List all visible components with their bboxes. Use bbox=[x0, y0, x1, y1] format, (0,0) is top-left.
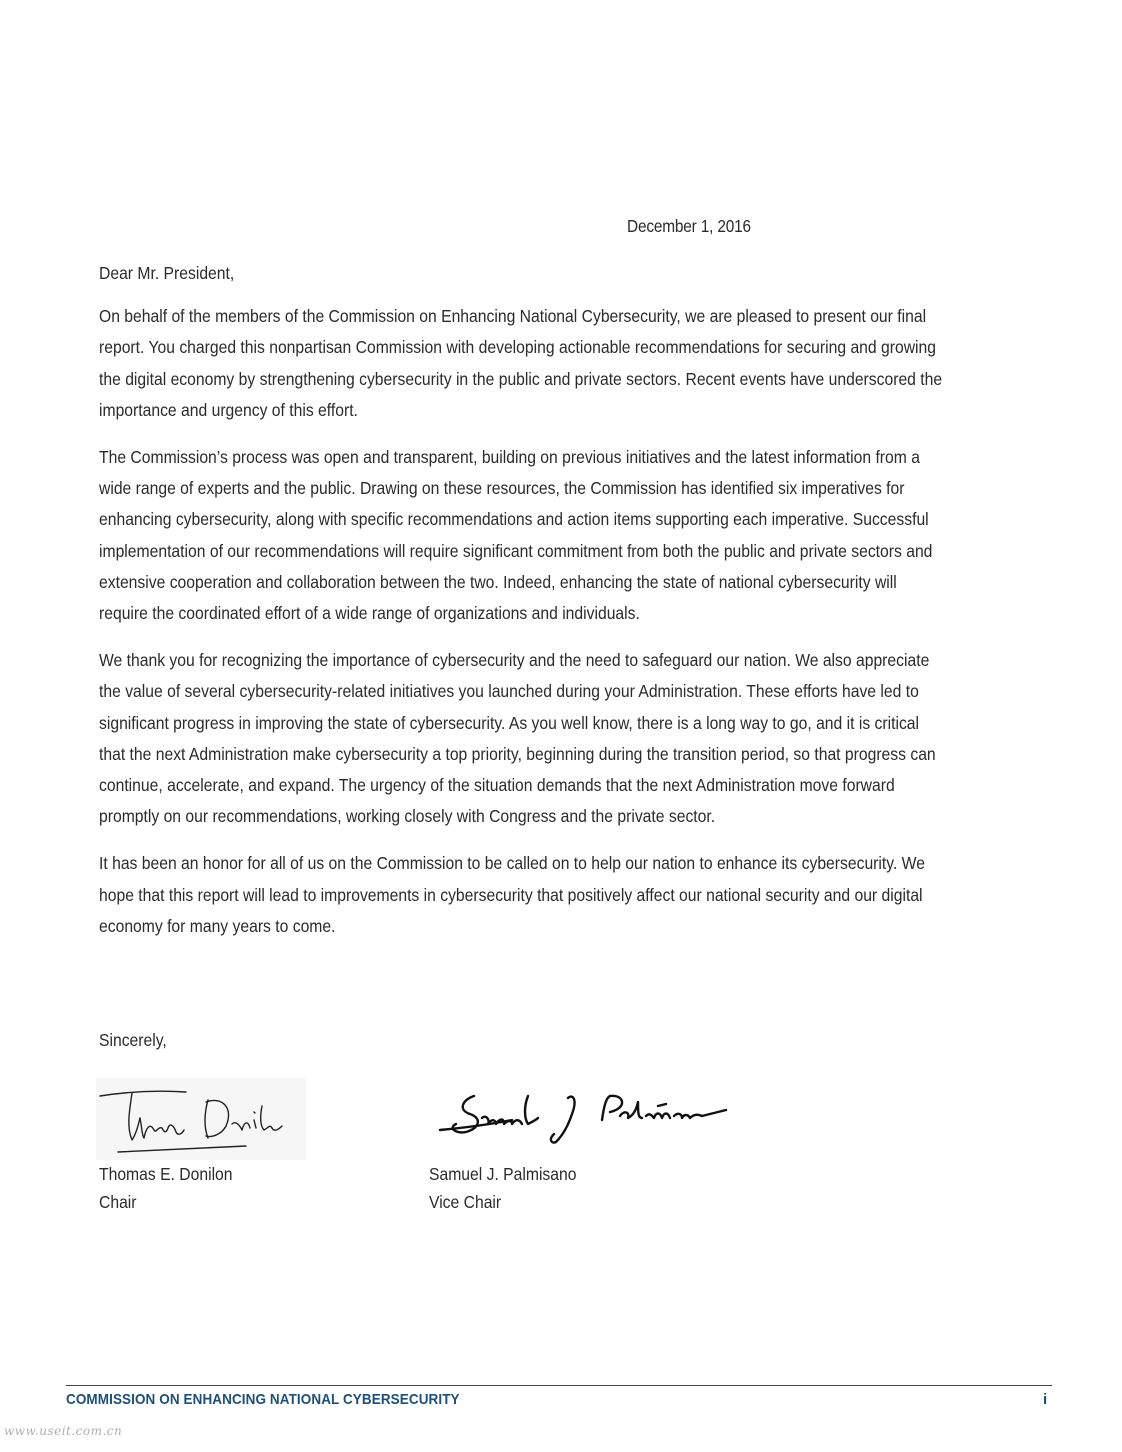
paragraph-4: It has been an honor for all of us on the Commission to be called on to help our nation to enhance its cybersecurity. We hope that this report will lead to improvements in cybersecurity that positively affect our national security and our digital economy for many years to come. bbox=[99, 853, 925, 936]
paragraph-1: On behalf of the members of the Commission on Enhancing National Cybersecurity, we are pleased to present our final report. You charged this nonpartisan Commission with developing actionable recommendations for securing and growing the digital economy by strengthening cybersecurity in the public and private sectors. Recent events have underscored the importance and urgency of this effort. bbox=[99, 306, 943, 420]
signature-palmisano-image bbox=[432, 1084, 732, 1150]
signer-palmisano bbox=[429, 1160, 576, 1216]
paragraph-2: The Commission’s process was open and transparent, building on previous initiatives and the latest information from a wide range of experts and the public. Drawing on these resources, the Commission has identified six imperatives for enhancing cybersecurity, along with specific recommendations and action items supporting each imperative. Successful implementation of our recommendations will require significant commitment from both the public and private sectors and extensive cooperation and collaboration between the two. Indeed, enhancing the state of national cybersecurity will require the coordinated effort of a wide range of organizations and individuals. bbox=[99, 447, 933, 624]
paragraph-3: We thank you for recognizing the importance of cybersecurity and the need to safeguard our nation. We also appreciate the value of several cybersecurity-related initiatives you launched during your Administration. These efforts have led to significant progress in improving the state of cybersecurity. As you well know, there is a long way to go, and it is critical that the next Administration make cybersecurity a top priority, beginning during the transition period, so that progress can continue, accelerate, and expand. The urgency of the situation demands that the next Administration move forward promptly on our recommendations, working closely with Congress and the private sector. bbox=[99, 650, 936, 827]
letter-body bbox=[99, 258, 947, 958]
signer-title: Chair bbox=[99, 1192, 137, 1212]
signer-donilon bbox=[99, 1160, 233, 1216]
footer-title: COMMISSION ON ENHANCING NATIONAL CYBERSECURITY bbox=[66, 1391, 460, 1408]
watermark: www.useit.com.cn bbox=[4, 1424, 123, 1438]
signer-name: Samuel J. Palmisano bbox=[429, 1164, 577, 1184]
signer-title: Vice Chair bbox=[429, 1192, 502, 1212]
signature-donilon-image bbox=[96, 1078, 306, 1160]
signer-name: Thomas E. Donilon bbox=[99, 1164, 233, 1184]
letter-date: December 1, 2016 bbox=[627, 216, 751, 236]
closing: Sincerely, bbox=[99, 1030, 167, 1050]
page-number: i bbox=[1043, 1391, 1048, 1408]
salutation: Dear Mr. President, bbox=[99, 263, 235, 283]
footer-divider bbox=[66, 1385, 1052, 1386]
